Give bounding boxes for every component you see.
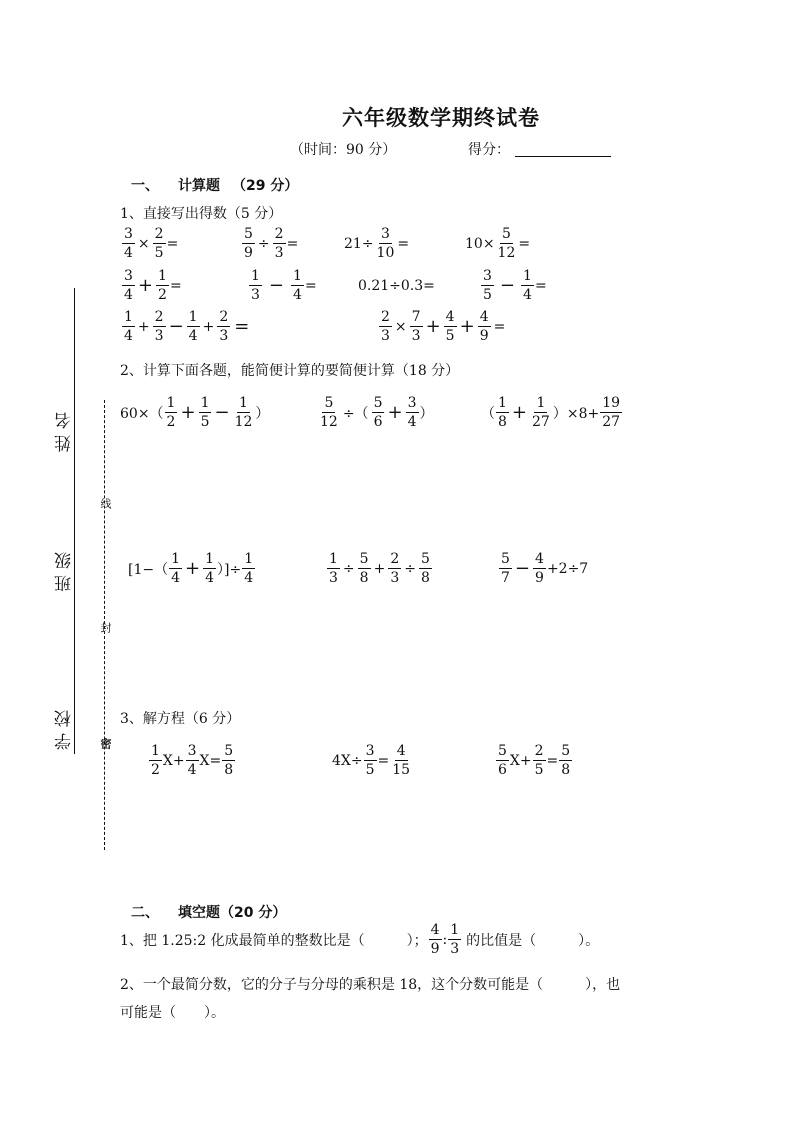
fraction: $\frac{3}{10}$ [376,226,395,261]
fraction: $\frac{2}{3}$ [381,309,390,344]
s2-q1: 1、把 1.25:2 化成最简单的整数比是（ ）； $\frac{4}{9}$ : $\frac{1}{3}$ 的比值是（ ）。 [120,922,600,957]
q2-e1: 60×（ $\frac{1}{2}$ + $\frac{1}{5}$ − $\frac{1}{12}$ ） [120,395,270,430]
section2-title: 填空题（20 分） [178,905,287,921]
page-title: 六年级数学期终试卷 [342,106,540,130]
q3-e1: $\frac{1}{2}$ X+ $\frac{3}{4}$ X= $\frac{5}{8}$ [151,743,234,778]
fraction: $\frac{3}{4}$ [124,268,133,303]
fraction: $\frac{2}{3}$ [219,309,229,344]
school-label: 学校 [55,704,75,750]
fraction: $\frac{3}{4}$ [187,743,197,778]
q1-r1-a: $\frac{3}{4}$ × $\frac{2}{5}$ = [124,226,179,261]
fraction: $\frac{4}{9}$ [479,309,489,344]
name-label: 姓名 [55,406,75,452]
class-label: 班级 [55,546,75,592]
s2-q2-line2: 可能是（ ）。 [120,1005,225,1021]
q2-e6: $\frac{5}{7}$ − $\frac{4}{9}$ +2÷7 [501,551,589,586]
fraction: $\frac{1}{3}$ [450,922,460,957]
s2-q2-line1: 2、一个最简分数，它的分子与分母的乘积是 18，这个分数可能是（ ），也 [120,977,621,993]
section1-number: 一、 [131,178,159,194]
fraction: $\frac{3}{4}$ [407,395,417,430]
score-blank-line [515,156,611,157]
q1-r3-a: $\frac{1}{4}$ + $\frac{2}{3}$ − $\frac{1}{4}$ + $\frac{2}{3}$ = [124,309,250,344]
q3-e2: 4X÷ $\frac{3}{5}$ = $\frac{4}{15}$ [332,743,411,778]
fraction: $\frac{1}{4}$ [188,309,198,344]
fraction: $\frac{2}{5}$ [154,226,164,261]
fraction: $\frac{5}{8}$ [420,551,430,586]
seal-close-char: 密 [99,738,112,749]
fraction: $\frac{5}{8}$ [561,743,571,778]
fraction: $\frac{1}{4}$ [205,551,215,586]
fraction: $\frac{4}{9}$ [430,922,440,957]
fraction: $\frac{5}{12}$ [320,395,338,430]
fraction: $\frac{1}{2}$ [158,268,167,303]
fraction: $\frac{1}{4}$ [523,268,532,303]
q1-r2-a: $\frac{3}{4}$ + $\frac{1}{2}$ = [124,268,182,303]
fraction: $\frac{3}{4}$ [124,226,133,261]
q2-e5: $\frac{1}{3}$ ÷ $\frac{5}{8}$ + $\frac{2}{3}$ ÷ $\frac{5}{8}$ [329,551,430,586]
fraction: $\frac{4}{9}$ [535,551,544,586]
fraction: $\frac{1}{5}$ [200,395,210,430]
q1-r3-b: $\frac{2}{3}$ × $\frac{7}{3}$ + $\frac{4}{5}$ + $\frac{4}{9}$ = [381,309,506,344]
fraction: $\frac{5}{8}$ [224,743,234,778]
fraction: $\frac{5}{7}$ [501,551,510,586]
fraction: $\frac{1}{4}$ [244,551,254,586]
fraction: $\frac{5}{12}$ [497,226,516,261]
fraction: $\frac{1}{3}$ [251,268,260,303]
q3-label: 3、解方程（6 分） [120,711,241,727]
fraction: $\frac{1}{27}$ [532,395,550,430]
time-label: （时间：90 分） [290,142,397,158]
section2-number: 二、 [131,905,159,921]
q2-e2: $\frac{5}{12}$ ÷（ $\frac{5}{6}$ + $\frac{3}{4}$ ） [320,395,434,430]
q3-e3: $\frac{5}{6}$ X+ $\frac{2}{5}$ = $\frac{5}{8}$ [498,743,571,778]
section1-title: 计算题 [178,178,220,194]
fraction: $\frac{3}{5}$ [483,268,492,303]
fraction: $\frac{4}{5}$ [445,309,455,344]
fraction: $\frac{19}{27}$ [602,395,621,430]
fraction: $\frac{2}{5}$ [534,743,544,778]
seal-seal-char: 封 [99,622,112,633]
q2-e4: [1−（ $\frac{1}{4}$ + $\frac{1}{4}$ ）]÷ $\frac{1}{4}$ [128,551,254,586]
q2-e3: （ $\frac{1}{8}$ + $\frac{1}{27}$ ）×8+ $\frac{19}{27}$ [481,395,621,430]
fraction: $\frac{2}{3}$ [154,309,164,344]
fraction: $\frac{1}{4}$ [171,551,181,586]
q1-r2-d: $\frac{3}{5}$ − $\frac{1}{4}$ = [483,268,547,303]
fraction: $\frac{5}{8}$ [359,551,369,586]
fraction: $\frac{1}{2}$ [151,743,160,778]
q2-label: 2、计算下面各题，能简便计算的要简便计算（18 分） [120,363,460,379]
fraction: $\frac{1}{12}$ [234,395,253,430]
q1-r2-b: $\frac{1}{3}$ − $\frac{1}{4}$ = [251,268,317,303]
fraction: $\frac{1}{4}$ [124,309,133,344]
fraction: $\frac{5}{6}$ [498,743,507,778]
q1-label: 1、直接写出得数（5 分） [120,206,283,222]
fraction: $\frac{1}{8}$ [498,395,507,430]
seal-line-char: 线 [99,498,112,509]
fraction: $\frac{4}{15}$ [392,743,411,778]
q1-r1-d: 10× $\frac{5}{12}$ = [465,226,531,261]
fraction: $\frac{5}{6}$ [373,395,383,430]
fraction: $\frac{1}{4}$ [293,268,302,303]
q1-r1-c: 21÷ $\frac{3}{10}$ = [344,226,410,261]
fraction: $\frac{7}{3}$ [411,309,421,344]
fraction: $\frac{3}{5}$ [365,743,375,778]
fraction: $\frac{2}{3}$ [274,226,284,261]
section1-points: （29 分） [232,178,299,194]
binding-vertical-line [74,288,75,754]
q1-r2-c: 0.21÷0.3= [358,278,435,294]
fraction: $\frac{1}{2}$ [166,395,176,430]
q1-r1-b: $\frac{5}{9}$ ÷ $\frac{2}{3}$ = [244,226,299,261]
fraction: $\frac{2}{3}$ [390,551,400,586]
score-label: 得分： [468,142,510,158]
fraction: $\frac{1}{3}$ [329,551,338,586]
fraction: $\frac{5}{9}$ [244,226,253,261]
